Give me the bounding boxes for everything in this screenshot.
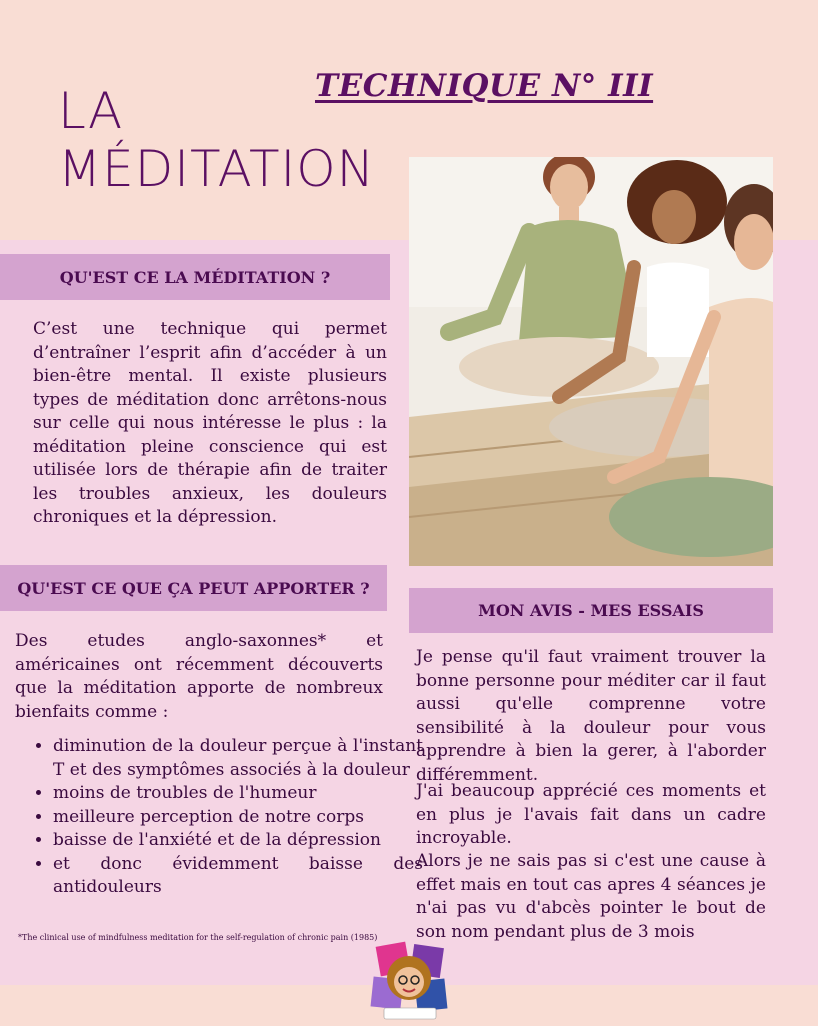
section-heading-label: QU'EST CE QUE ÇA PEUT APPORTER ? <box>17 578 370 598</box>
section-body-benefits: Des etudes anglo-saxonnes* et américaines ont récemment découverts que la méditation apporte de nombreux bienfaits comme : <box>15 631 383 722</box>
section-heading-label: MON AVIS - MES ESSAIS <box>478 601 704 620</box>
section-heading-benefits <box>0 565 387 611</box>
opinion-paragraph-3: Alors je ne sais pas si c'est une cause à effet mais en tout cas apres 4 séances je n'ai pas vu d'abcès pointer le bout de son nom pendant plus de 3 mois <box>416 851 766 942</box>
meditation-photo <box>409 157 773 566</box>
page-title <box>58 82 375 198</box>
title-line-2: MÉDITATION <box>58 140 376 198</box>
technique-heading: TECHNIQUE N° III <box>315 68 654 104</box>
section-body-what-is: C’est une technique qui permet d’entraîner l’esprit afin d’accéder à un bien-être mental. Il existe plusieurs types de méditation donc arrêtons-nous sur celle qui nous intéresse le plus : la méditation pleine conscience qui est utilisée lors de thérapie afin de traiter les troubles anxieux, les douleurs chroniques et la dépression. <box>33 319 387 527</box>
list-item: • diminution de la douleur perçue à l'instant T et des symptômes associés à la douleur <box>53 735 423 782</box>
list-item: • et donc évidemment baisse des antidouleurs <box>53 853 423 900</box>
section-heading-what-is <box>0 254 390 300</box>
section-heading-label: QU'EST CE LA MÉDITATION ? <box>59 267 331 287</box>
list-item: • meilleure perception de notre corps <box>53 806 423 830</box>
footnote: *The clinical use of mindfulness meditation for the self-regulation of chronic pain (1985) <box>18 933 378 942</box>
section-heading-opinion <box>409 588 773 633</box>
benefits-list <box>18 735 423 900</box>
puzzle-avatar-logo <box>368 940 450 1022</box>
opinion-paragraph-1: Je pense qu'il faut vraiment trouver la bonne personne pour méditer car il faut aussi qu'elle comprenne votre sensibilité à la douleur pour vous apprendre à bien la gerer, à l'aborder différemment. <box>416 647 766 785</box>
title-line-1: LA <box>58 82 124 140</box>
list-item: • baisse de l'anxiété et de la dépression <box>53 829 423 853</box>
list-item: • moins de troubles de l'humeur <box>53 782 423 806</box>
opinion-paragraph-2: J'ai beaucoup apprécié ces moments et en plus je l'avais fait dans un cadre incroyable. <box>416 781 766 848</box>
